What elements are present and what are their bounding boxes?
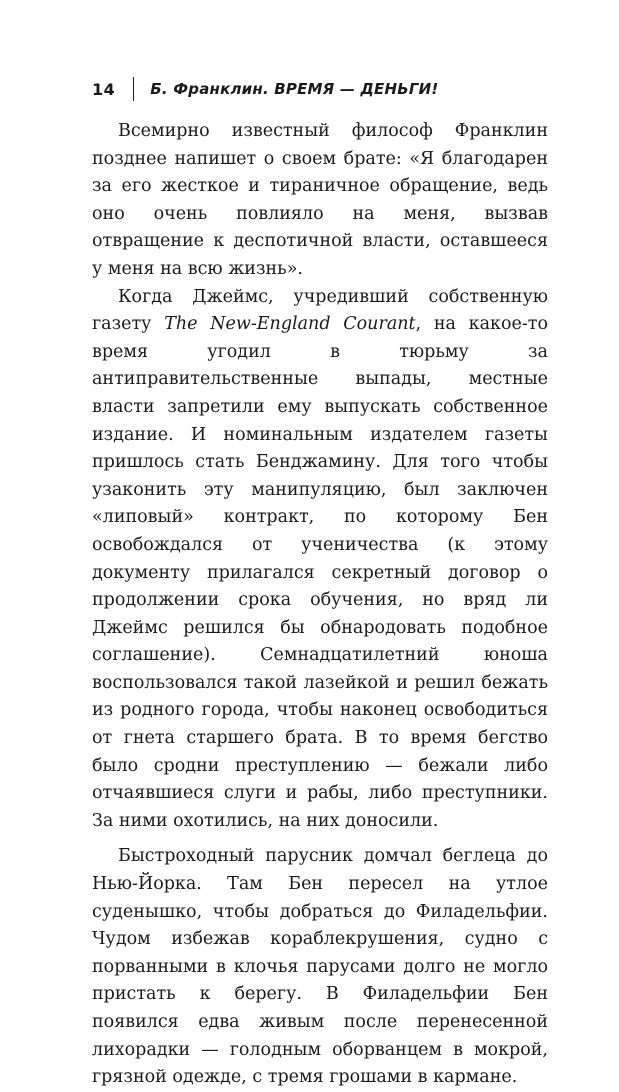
- body-text: [92, 118, 548, 1092]
- running-title: Б. Франклин. ВРЕМЯ — ДЕНЬГИ!: [150, 80, 439, 98]
- paragraph-2: [92, 284, 548, 836]
- paragraph-3: Быстроходный парусник домчал беглеца до Нью-Йорка. Там Бен пересел на утлое суденышко, чтобы добраться до Филадельфии. Чудом избежав кораблекрушения, судно с порванными в клочья парусами долго не могло пристать к берегу. В Филадельфии Бен появился едва живым после перенесенной лихорадки — голодным оборванцем в мокрой, грязной одежде, с тремя грошами в кармане.: [92, 846, 548, 1088]
- paragraph-2-part-b: , на какое-то время угодил в тюрьму за антиправительственные выпады, местные власти запретили ему выпускать собственное издание. И номинальным издателем газеты пришлось стать Бенджамину. Для того чтобы узаконить эту манипуляцию, был заключен «липовый» контракт, по которому Бен освобождался от ученичества (к этому документу прилагался секретный договор о продолжении срока обучения, но вряд ли Джеймс решился бы обнародовать подобное соглашение). Семнадцатилетний юноша воспользовался такой лазейкой и решил бежать из родного города, чтобы наконец освободиться от гнета старшего брата. В то время бегство было сродни преступлению — бежали либо отчаявшиеся слуги и рабы, либо преступники. За ними охотились, на них доносили.: [92, 314, 548, 831]
- paragraph-1: Всемирно известный философ Франклин позднее напишет о своем брате: «Я благодарен за его жесткое и тираничное обращение, ведь оно очень повлияло на меня, вызвав отвращение к деспотичной власти, оставшееся у меня на всю жизнь».: [92, 121, 548, 279]
- newspaper-title: The New-England Courant: [164, 314, 416, 335]
- page-number: 14: [92, 79, 116, 99]
- header-divider: [133, 77, 134, 101]
- paragraph-2-part-a: Когда Джеймс, учредивший собственную газету: [92, 286, 548, 335]
- running-header: [92, 76, 438, 102]
